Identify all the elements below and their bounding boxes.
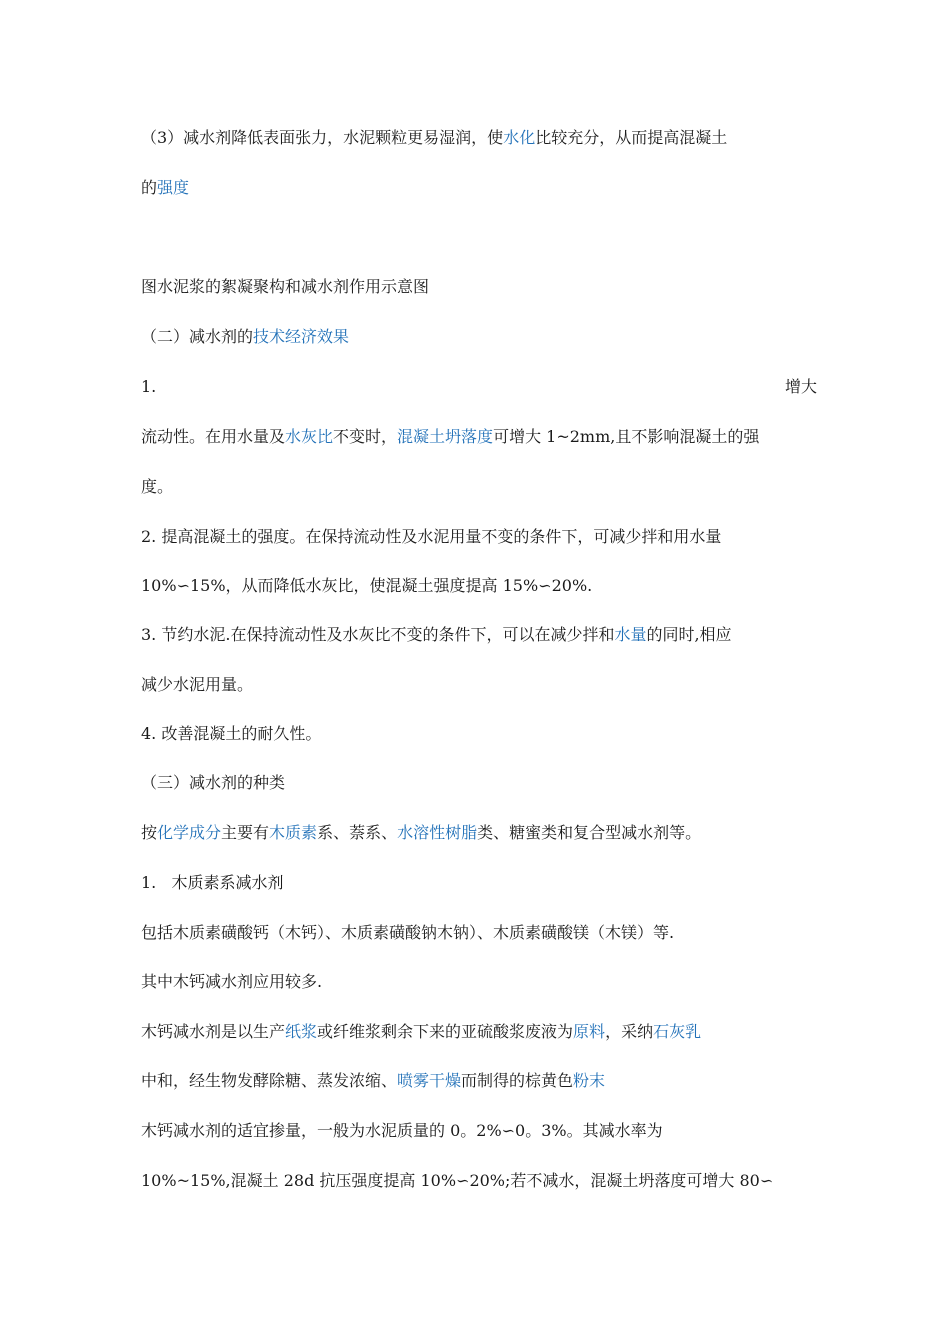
text: 的 [141,178,158,197]
text: 类、糖蜜类和复合型减水剂等。 [477,823,702,842]
link-water-soluble-resin[interactable]: 水溶性树脂 [397,823,478,842]
text: （二）减水剂的 [141,327,254,346]
text: （3）减水剂降低表面张力，水泥颗粒更易湿润，使 [141,128,504,147]
item-2-line-1 [141,526,817,548]
text: 系、萘系、 [317,823,398,842]
text: 木钙减水剂的适宜掺量，一般为水泥质量的 0。2%∽0。3%。其减水率为 [141,1121,663,1140]
item-3-line-1 [141,624,817,646]
item-3-line-2 [141,674,817,696]
section-2-heading [141,326,817,348]
sub1-paragraph-6 [141,1170,817,1192]
text: 度。 [141,477,174,496]
link-paper-pulp[interactable]: 纸浆 [285,1022,318,1041]
text: 木钙减水剂是以生产 [141,1022,286,1041]
link-lignin[interactable]: 木质素 [269,823,318,842]
link-powder[interactable]: 粉末 [573,1071,606,1090]
text: 按 [141,823,158,842]
link-water-amount[interactable]: 水量 [614,625,647,644]
text: 其中木钙减水剂应用较多. [141,972,323,991]
link-lime-milk[interactable]: 石灰乳 [653,1022,702,1041]
item-number: 1. [141,377,157,396]
link-slump[interactable]: 混凝土坍落度 [397,427,494,446]
kinds-paragraph [141,822,817,844]
text: 中和，经生物发酵除糖、蒸发浓缩、 [141,1071,398,1090]
text: 3. 节约水泥.在保持流动性及水灰比不变的条件下，可以在减少拌和 [141,625,615,644]
link-spray-drying[interactable]: 喷雾干燥 [397,1071,462,1090]
text: 减少水泥用量。 [141,675,254,694]
text: 比较充分，从而提高混凝土 [535,128,728,147]
link-strength[interactable]: 强度 [157,178,190,197]
link-tech-econ-effect[interactable]: 技术经济效果 [253,327,350,346]
text: 流动性。在用水量及 [141,427,286,446]
text: （三）减水剂的种类 [141,773,286,792]
text: 2. 提高混凝土的强度。在保持流动性及水泥用量不变的条件下，可减少拌和用水量 [141,527,722,546]
subsection-1-heading [141,872,817,894]
text: 而制得的棕黄色 [461,1071,574,1090]
text: 10%~15%,混凝土 28d 抗压强度提高 10%∽20%;若不减水，混凝土坍落度可增大 80∽ [141,1171,774,1190]
text: 或纤维浆剩余下来的亚硫酸浆废液为 [317,1022,574,1041]
item-1-line-1 [141,426,817,448]
item-1-header [141,376,817,398]
caption-text: 图水泥浆的絮凝聚构和减水剂作用示意图 [141,277,430,296]
text: 主要有 [221,823,270,842]
link-raw-material[interactable]: 原料 [573,1022,606,1041]
text: 包括木质素磺酸钙（木钙）、木质素磺酸钠木钠）、木质素磺酸镁（木镁）等. [141,923,675,942]
text: ，采纳 [605,1022,654,1041]
link-water-cement-ratio[interactable]: 水灰比 [285,427,334,446]
sub1-paragraph-5 [141,1120,817,1142]
link-hydration[interactable]: 水化 [503,128,536,147]
text: 10%∽15%，从而降低水灰比，使混凝土强度提高 15%∽20%. [141,576,593,595]
item-1-line-2 [141,476,817,498]
sub1-paragraph-4 [141,1070,817,1092]
sub1-paragraph-1 [141,922,817,944]
figure-caption [141,276,817,298]
text: 4. 改善混凝土的耐久性。 [141,724,322,743]
text: 的同时,相应 [646,625,732,644]
paragraph-3-line-1 [141,127,817,149]
paragraph-3-line-2 [141,177,817,199]
text: 可增大 1~2mm,且不影响混凝土的强 [493,427,760,446]
item-4 [141,723,817,745]
link-chemical-composition[interactable]: 化学成分 [157,823,222,842]
text: 1. 木质素系减水剂 [141,873,284,892]
section-3-heading [141,772,817,794]
sub1-paragraph-3 [141,1021,817,1043]
item-1-title-tail: 增大 [784,377,817,396]
sub1-paragraph-2 [141,971,817,993]
text: 不变时， [333,427,398,446]
item-2-line-2 [141,575,817,597]
